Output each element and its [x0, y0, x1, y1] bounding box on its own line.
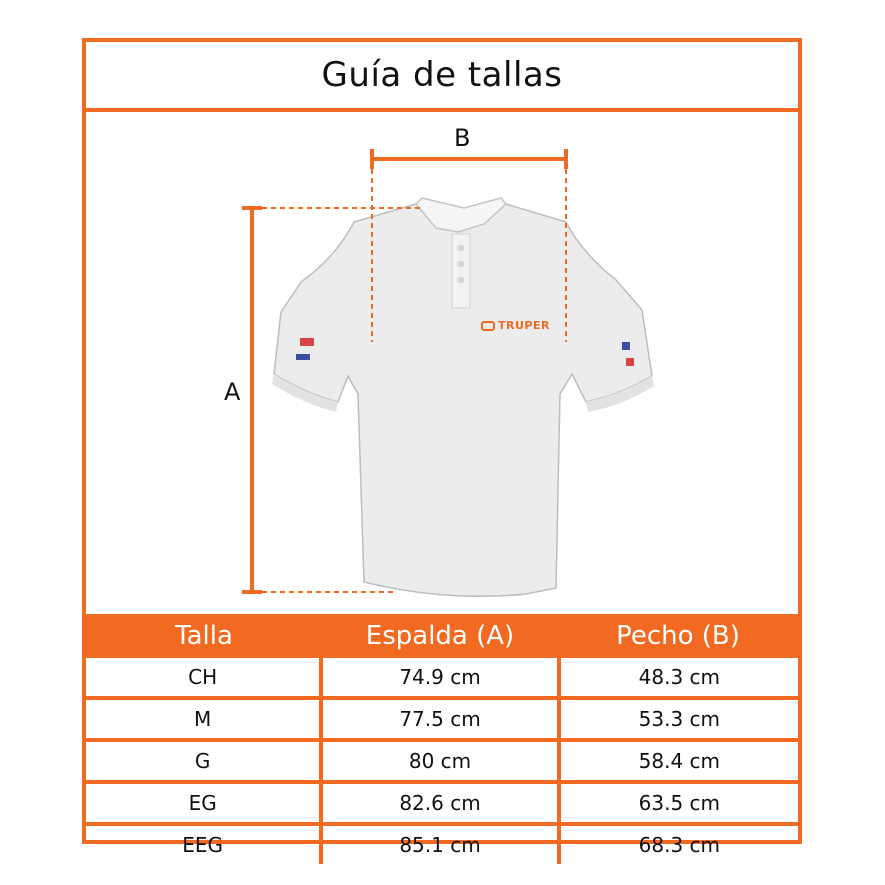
cell-espalda: 82.6 cm	[323, 784, 560, 822]
cell-talla: G	[86, 742, 323, 780]
shirt-button-1	[458, 245, 465, 252]
shirt-button-2	[458, 261, 465, 268]
left-sleeve-patch-1	[300, 338, 314, 346]
cell-talla: CH	[86, 658, 323, 696]
dimension-label-a: A	[224, 378, 241, 406]
right-sleeve-patch-1	[622, 342, 630, 350]
dimension-label-b: B	[454, 124, 471, 152]
cell-talla: M	[86, 700, 323, 738]
page-title: Guía de tallas	[321, 55, 563, 95]
cell-pecho: 68.3 cm	[638, 833, 721, 857]
size-table	[86, 614, 798, 864]
cell-pecho: 58.4 cm	[638, 749, 721, 773]
cell-espalda: 80 cm	[323, 742, 560, 780]
size-table-header	[86, 614, 798, 658]
cell-talla: EG	[86, 784, 323, 822]
shirt-logo-text: TRUPER	[498, 319, 550, 332]
header-espalda: Espalda (A)	[365, 621, 515, 651]
cell-pecho: 63.5 cm	[638, 791, 721, 815]
cell-talla: EEG	[86, 826, 323, 864]
table-row	[86, 696, 798, 738]
cell-espalda: 77.5 cm	[323, 700, 560, 738]
table-row	[86, 822, 798, 864]
cell-espalda: 74.9 cm	[323, 658, 560, 696]
cell-espalda: 85.1 cm	[323, 826, 560, 864]
size-guide-frame	[82, 38, 802, 857]
header-talla: Talla	[175, 621, 233, 651]
size-table-body	[86, 658, 798, 864]
header-pecho: Pecho (B)	[616, 621, 740, 651]
table-row	[86, 658, 798, 696]
right-sleeve-patch-2	[626, 358, 634, 366]
shirt-diagram	[86, 112, 798, 614]
table-row	[86, 738, 798, 780]
title-bar	[86, 42, 798, 112]
left-sleeve-patch-2	[296, 354, 310, 360]
shirt-figure	[86, 112, 798, 614]
shirt-button-3	[458, 277, 465, 284]
cell-pecho: 48.3 cm	[638, 665, 721, 689]
table-row	[86, 780, 798, 822]
cell-pecho: 53.3 cm	[638, 707, 721, 731]
